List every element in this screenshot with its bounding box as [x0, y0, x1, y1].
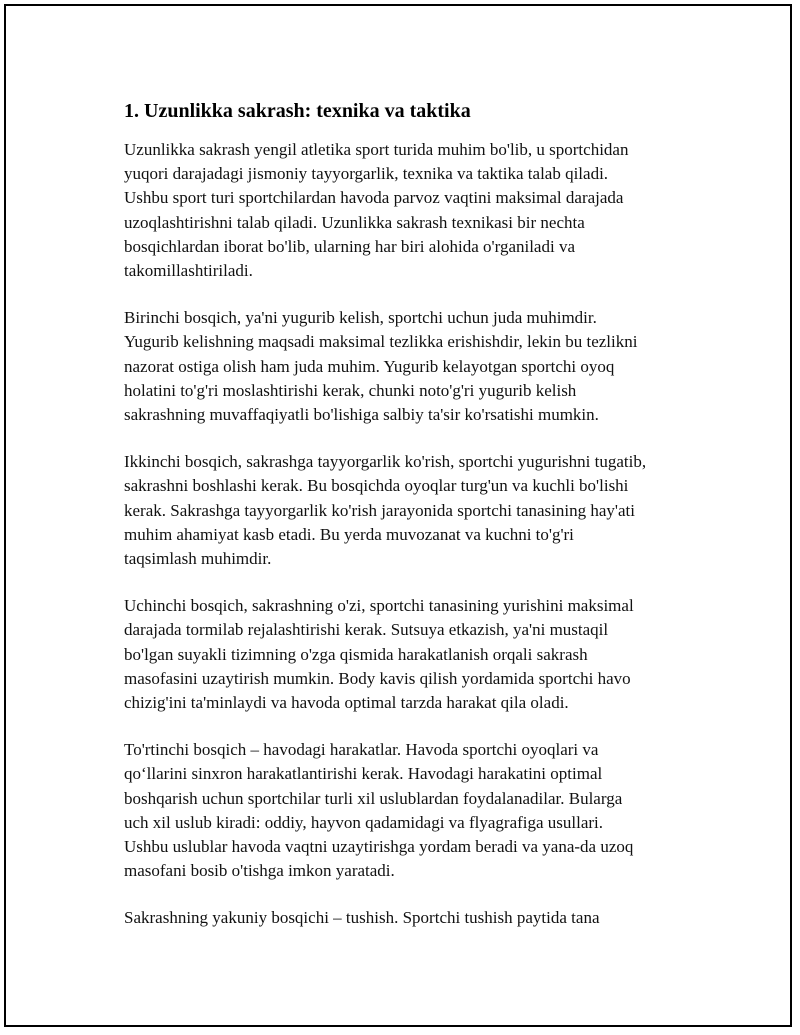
paragraph-line: darajada tormilab rejalashtirishi kerak. Sutsuya etkazish, ya'ni mustaqil [124, 620, 609, 640]
paragraph-line: bo'lgan suyakli tizimning o'zga qismida harakatlanish orqali sakrash [124, 644, 588, 664]
paragraph-line: uch xil uslub kiradi: oddiy, hayvon qadamidagi va flyagrafiga usullari. [124, 812, 604, 832]
paragraph-line: nazorat ostiga olish ham juda muhim. Yugurib kelayotgan sportchi oyoq [124, 356, 615, 376]
paragraph-line: Uzunlikka sakrash yengil atletika sport turida muhim bo'lib, u sportchidan [124, 140, 629, 159]
paragraph-line: To'rtinchi bosqich – havodagi harakatlar. Havoda sportchi oyoqlari va [124, 740, 599, 760]
paragraph-line: Ushbu uslublar havoda vaqtni uzaytirishga yordam beradi va yana-da uzoq [124, 837, 634, 857]
paragraph-list [124, 138, 704, 931]
paragraph [124, 138, 704, 283]
paragraph-line: muhim ahamiyat kasb etadi. Bu yerda muvozanat va kuchni to'g'ri [124, 524, 574, 544]
paragraph-line: Yugurib kelishning maqsadi maksimal tezlikka erishishdir, lekin bu tezlikni [124, 332, 638, 352]
paragraph-line: sakrashni boshlashi kerak. Bu bosqichda oyoqlar turg'un va kuchli bo'lishi [124, 476, 629, 496]
paragraph [124, 594, 704, 715]
page-frame [4, 4, 792, 1027]
paragraph-line: uzoqlashtirishni talab qiladi. Uzunlikka sakrash texnikasi bir nechta [124, 212, 585, 232]
paragraph-line: Ushbu sport turi sportchilardan havoda parvoz vaqtini maksimal darajada [124, 188, 624, 208]
paragraph-line: Ikkinchi bosqich, sakrashga tayyorgarlik ko'rish, sportchi yugurishni tugatib, [124, 452, 647, 472]
section-title: 1. Uzunlikka sakrash: texnika va taktika [124, 100, 471, 122]
document-body [124, 98, 704, 954]
paragraph-line: boshqarish uchun sportchilar turli xil uslublardan foydalanadilar. Bularga [124, 788, 623, 808]
paragraph-line: chizig'ini ta'minlaydi va havoda optimal tarzda harakat qila oladi. [124, 693, 569, 713]
paragraph-line: sakrashning muvaffaqiyatli bo'lishiga salbiy ta'sir ko'rsatishi mumkin. [124, 405, 599, 425]
paragraph-line: Birinchi bosqich, ya'ni yugurib kelish, sportchi uchun juda muhimdir. [124, 308, 597, 328]
paragraph-line: bosqichlardan iborat bo'lib, ularning har biri alohida o'rganiladi va [124, 236, 575, 256]
paragraph-line: masofani bosib o'tishga imkon yaratadi. [124, 861, 395, 881]
paragraph-line: Uchinchi bosqich, sakrashning o'zi, sportchi tanasining yurishini maksimal [124, 596, 634, 616]
paragraph-line: qo‘llarini sinxron harakatlantirishi kerak. Havodagi harakatini optimal [124, 764, 603, 784]
paragraph-line: masofasini uzaytirish mumkin. Body kavis qilish yordamida sportchi havo [124, 668, 631, 688]
paragraph-line: takomillashtiriladi. [124, 261, 253, 281]
paragraph-line: yuqori darajadagi jismoniy tayyorgarlik, texnika va taktika talab qiladi. [124, 164, 609, 184]
paragraph [124, 306, 704, 427]
paragraph [124, 906, 704, 930]
paragraph-line: taqsimlash muhimdir. [124, 549, 272, 569]
paragraph [124, 450, 704, 571]
paragraph-line: Sakrashning yakuniy bosqichi – tushish. Sportchi tushish paytida tana [124, 908, 600, 928]
paragraph [124, 738, 704, 883]
paragraph-line: kerak. Sakrashga tayyorgarlik ko'rish jarayonida sportchi tanasining hay'ati [124, 500, 635, 520]
paragraph-line: holatini to'g'ri moslashtirishi kerak, chunki noto'g'ri yugurib kelish [124, 380, 577, 400]
